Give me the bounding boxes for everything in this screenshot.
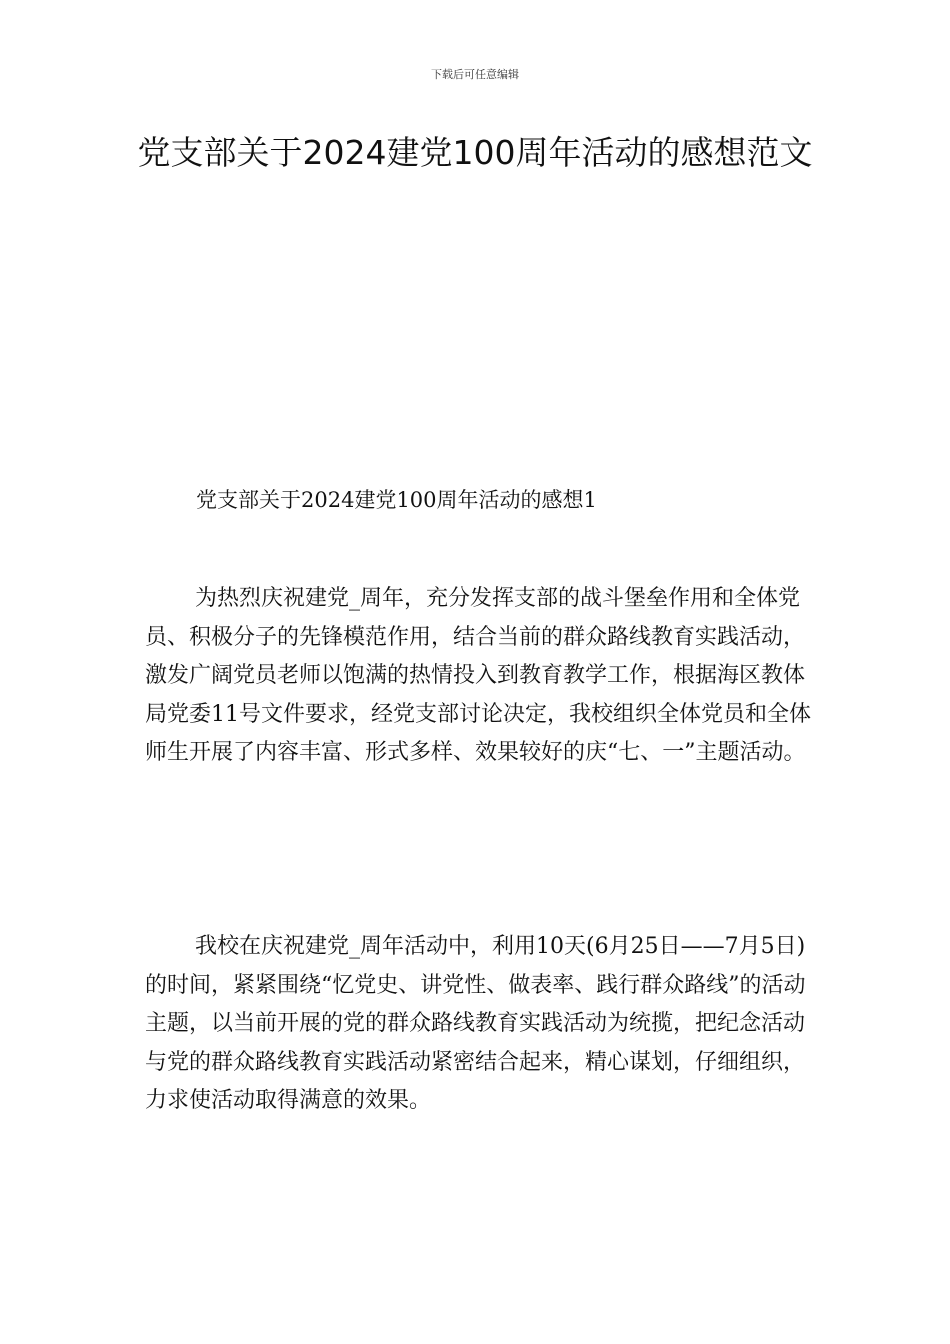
section-heading: 党支部关于2024建党100周年活动的感想1 — [196, 488, 597, 512]
body-paragraph-2: 我校在庆祝建党_周年活动中，利用10天(6月25日——7月5日)的时间，紧紧围绕“忆党史、讲党性、做表率、践行群众路线”的活动主题，以当前开展的党的群众路线教育实践活动为统揽，把纪念活动与党的群众路线教育实践活动紧密结合起来，精心谋划，仔细组织，力求使活动取得满意的效果。 — [145, 934, 806, 1113]
document-title: 党支部关于2024建党100周年活动的感想范文 — [137, 133, 813, 172]
body-paragraph-1: 为热烈庆祝建党_周年，充分发挥支部的战斗堡垒作用和全体党员、积极分子的先锋模范作用，结合当前的群众路线教育实践活动，激发广阔党员老师以饱满的热情投入到教育教学工作，根据海区教体局党委11号文件要求，经党支部讨论决定，我校组织全体党员和全体师生开展了内容丰富、形式多样、效果较好的庆“七、一”主题活动。 — [145, 586, 811, 765]
header-note: 下载后可任意编辑 — [431, 68, 519, 81]
